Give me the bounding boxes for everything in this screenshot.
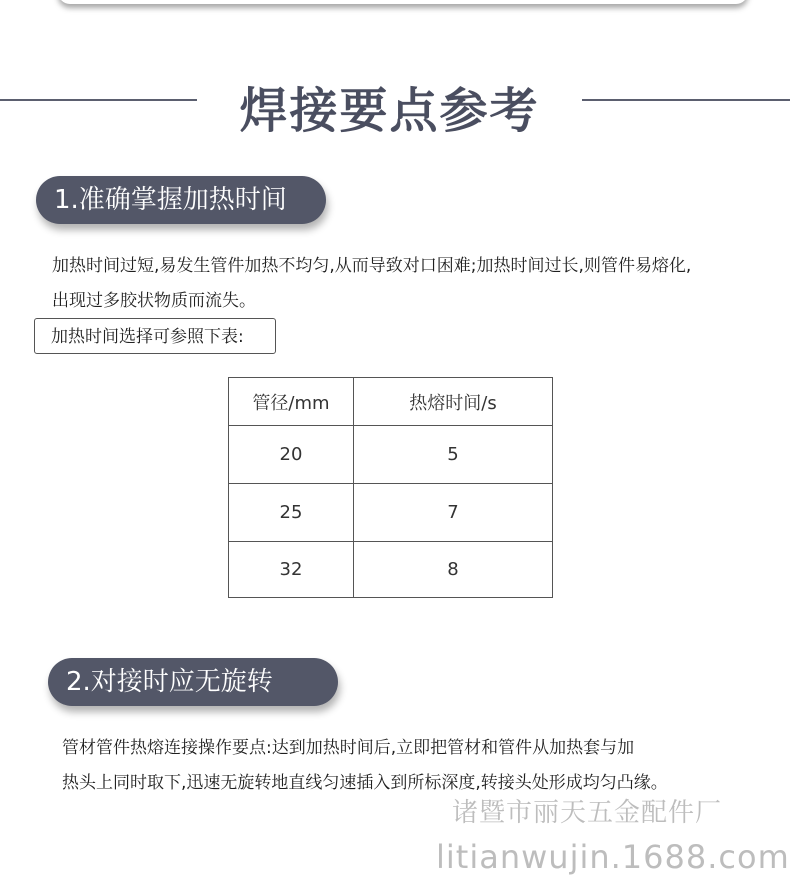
top-banner-edge xyxy=(58,0,748,4)
table-cell-diameter: 25 xyxy=(229,484,354,542)
section2-heading: 2.对接时应无旋转 xyxy=(48,658,338,706)
table-header-time: 热熔时间/s xyxy=(354,378,553,426)
watermark-url: litianwujin.1688.com xyxy=(436,838,790,876)
section1-heading: 1.准确掌握加热时间 xyxy=(36,176,326,224)
table-row xyxy=(229,542,553,598)
table-row xyxy=(229,484,553,542)
page-title: 焊接要点参考 xyxy=(239,83,540,139)
table-header-row xyxy=(229,378,553,426)
section2-paragraph-line2: 热头上同时取下,迅速无旋转地直线匀速插入到所标深度,转接头处形成均匀凸缘。 xyxy=(62,773,668,793)
table-cell-diameter: 32 xyxy=(229,542,354,598)
table-cell-diameter: 20 xyxy=(229,426,354,484)
table-row xyxy=(229,426,553,484)
title-divider-left xyxy=(0,99,197,101)
heating-time-table xyxy=(228,377,553,598)
table-cell-time: 8 xyxy=(354,542,553,598)
table-cell-time: 7 xyxy=(354,484,553,542)
section1-paragraph-line1: 加热时间过短,易发生管件加热不均匀,从而导致对口困难;加热时间过长,则管件易熔化, xyxy=(52,256,692,276)
section1-paragraph-line2: 出现过多胶状物质而流失。 xyxy=(52,291,256,311)
watermark-company: 诸暨市丽天五金配件厂 xyxy=(452,798,723,828)
table-cell-time: 5 xyxy=(354,426,553,484)
table-note: 加热时间选择可参照下表: xyxy=(34,318,276,354)
title-divider-right xyxy=(582,99,790,101)
table-header-diameter: 管径/mm xyxy=(229,378,354,426)
section2-paragraph-line1: 管材管件热熔连接操作要点:达到加热时间后,立即把管材和管件从加热套与加 xyxy=(62,738,635,758)
